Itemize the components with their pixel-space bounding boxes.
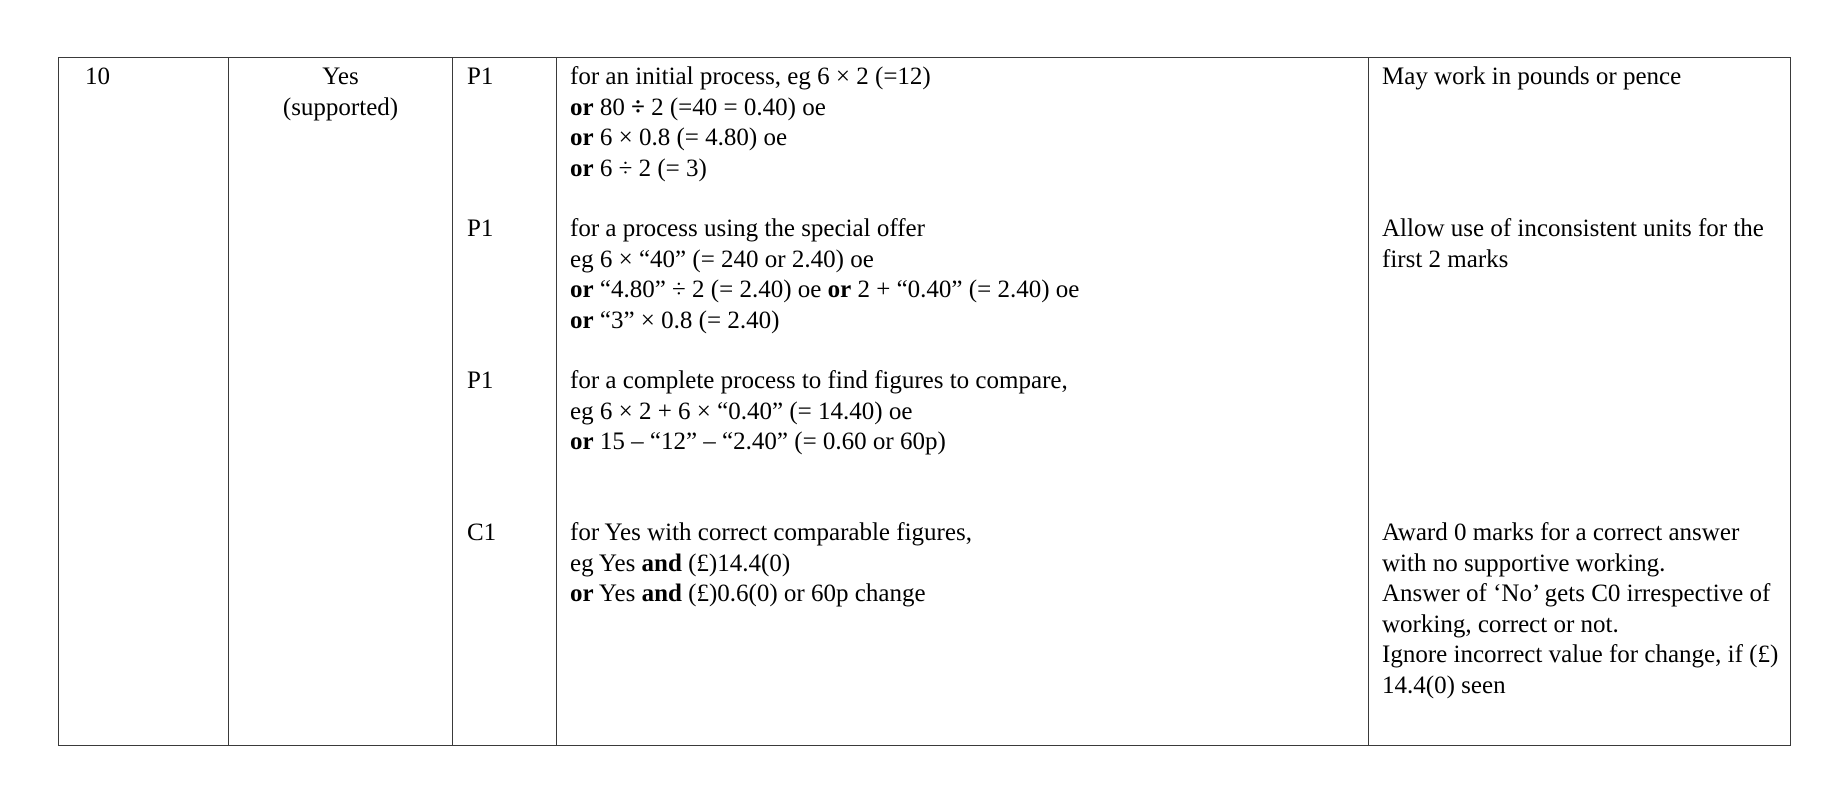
criteria-text: “3” × 0.8 (= 2.40) [593, 306, 780, 334]
criteria-text: for Yes with correct comparable figures, [570, 519, 972, 546]
guidance-note: Ignore incorrect value for change, if (£) 14.4(0) seen [1382, 641, 1779, 699]
answer-qualifier: (supported) [282, 93, 399, 121]
answer-text: Yes [322, 63, 359, 90]
criteria-line [570, 275, 1368, 306]
keyword-text: or [570, 93, 594, 121]
criteria-line [570, 579, 1368, 610]
guidance-notes-cell [1369, 58, 1791, 746]
criteria-text: eg 6 × “40” (= 240 or 2.40) oe [570, 245, 874, 273]
keyword-text: or [570, 276, 594, 303]
mark-scheme-table [58, 57, 1791, 746]
criteria-text: 2 + “0.40” (= 2.40) oe [851, 276, 1080, 303]
criteria-text: for a complete process to find figures to compare, [570, 367, 1068, 394]
criteria-text: 6 × 0.8 (= 4.80) oe [593, 124, 788, 151]
keyword-text: or [570, 306, 594, 334]
criteria-line [570, 518, 1368, 549]
criteria-block [570, 518, 1368, 610]
notes-block [1382, 518, 1780, 701]
criteria-line [570, 154, 1368, 185]
mark-code-block [467, 62, 556, 214]
criteria-text: for an initial process, eg 6 × 2 (=12) [570, 63, 931, 90]
criteria-text: for a process using the special offer [570, 215, 925, 242]
mark-code: P1 [467, 367, 494, 394]
keyword-text: or [827, 276, 852, 303]
guidance-note: Answer of ‘No’ gets C0 irrespective of working, correct or not. [1382, 580, 1771, 638]
notes-block [1382, 366, 1780, 518]
mark-criteria-cell [557, 58, 1369, 746]
mark-code: P1 [467, 215, 494, 242]
criteria-text: (£)14.4(0) [681, 549, 791, 577]
criteria-text: eg Yes [570, 549, 642, 577]
criteria-line [570, 397, 1368, 428]
guidance-note: Award 0 marks for a correct answer with no supportive working. [1382, 519, 1740, 577]
criteria-text: 2 (=40 = 0.40) oe [644, 93, 826, 121]
answer-cell [229, 58, 453, 746]
criteria-line [570, 93, 1368, 124]
question-number: 10 [59, 58, 229, 746]
criteria-block [570, 62, 1368, 214]
criteria-text: 6 ÷ 2 (= 3) [593, 154, 707, 182]
mark-code: P1 [467, 63, 494, 90]
guidance-note: Allow use of inconsistent units for the first 2 marks [1382, 215, 1764, 273]
criteria-block [570, 366, 1368, 518]
mark-code-block [467, 214, 556, 366]
criteria-line [570, 306, 1368, 337]
criteria-line [570, 549, 1368, 580]
keyword-text: and [641, 580, 682, 607]
guidance-note: May work in pounds or pence [1382, 63, 1682, 90]
keyword-text: or [570, 154, 594, 182]
criteria-text: (£)0.6(0) or 60p change [681, 580, 926, 607]
criteria-text: eg 6 × 2 + 6 × “0.40” (= 14.40) oe [570, 397, 913, 425]
mark-code-block [467, 518, 556, 549]
criteria-text: Yes [593, 580, 642, 607]
criteria-line [570, 366, 1368, 397]
criteria-block [570, 214, 1368, 366]
criteria-line [570, 245, 1368, 276]
mark-code-block [467, 366, 556, 518]
mark-code: C1 [467, 519, 497, 546]
criteria-text: 80 [593, 93, 632, 121]
keyword-text: or [570, 580, 594, 607]
notes-block [1382, 62, 1780, 214]
keyword-text: or [570, 124, 594, 151]
keyword-text: or [570, 428, 594, 455]
notes-block [1382, 214, 1780, 366]
criteria-line [570, 62, 1368, 93]
criteria-text: “4.80” ÷ 2 (= 2.40) oe [593, 276, 828, 303]
criteria-line [570, 427, 1368, 458]
table-row [59, 58, 1791, 746]
criteria-line [570, 214, 1368, 245]
criteria-text: 15 – “12” – “2.40” (= 0.60 or 60p) [593, 428, 946, 455]
mark-codes-cell [453, 58, 557, 746]
keyword-text: ÷ [631, 93, 645, 121]
keyword-text: and [641, 549, 682, 577]
criteria-line [570, 123, 1368, 154]
